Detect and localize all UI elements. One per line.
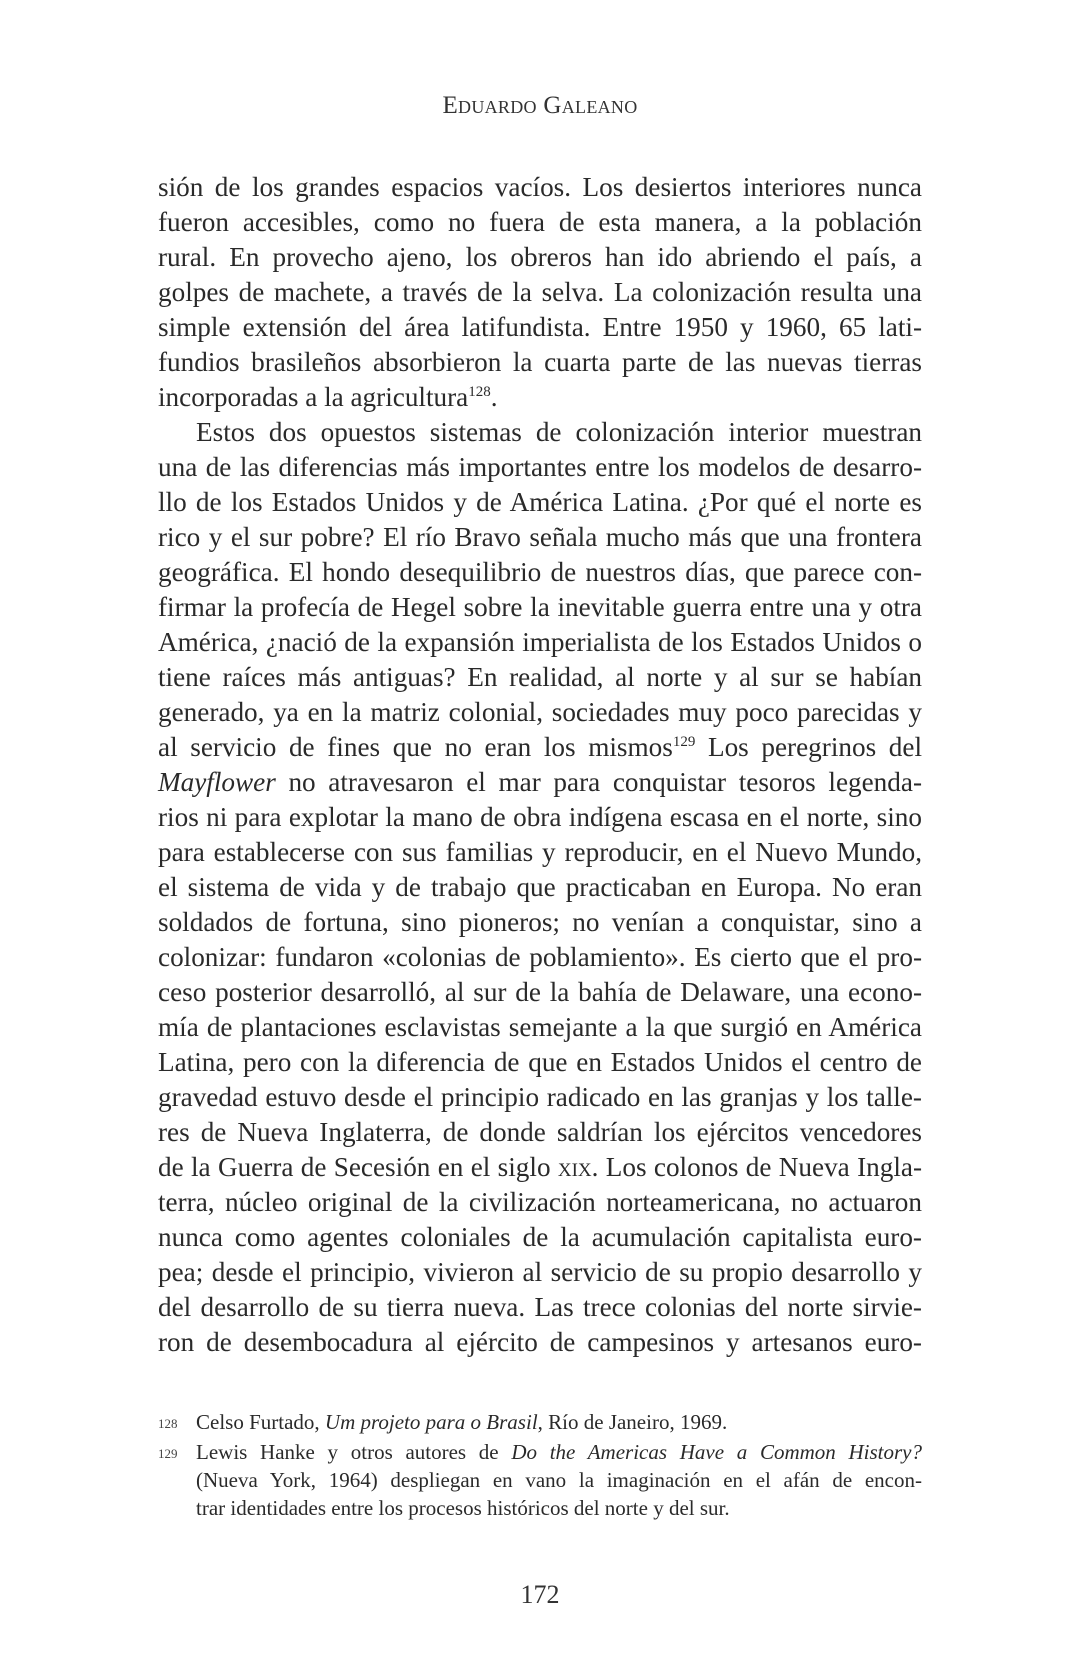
text-line bbox=[158, 765, 922, 800]
roman-numeral: xix bbox=[557, 1152, 592, 1182]
footnote-129 bbox=[158, 1438, 922, 1522]
footnote-line: trar identidades entre los procesos históricos del norte y del sur. bbox=[196, 1496, 730, 1520]
text-line: colonizar: fundaron «colonias de poblamiento». Es cierto que el pro- bbox=[158, 942, 922, 972]
footnote-ref-128[interactable]: 128 bbox=[468, 384, 491, 400]
text-line: mía de plantaciones esclavistas semejante a la que surgió en América bbox=[158, 1012, 922, 1042]
text-span: , Río de Janeiro, 1969. bbox=[537, 1410, 728, 1434]
footnote-text bbox=[196, 1438, 922, 1522]
text-span: de la Guerra de Secesión en el siglo bbox=[158, 1152, 558, 1182]
footnote-line bbox=[196, 1408, 922, 1436]
text-span: . bbox=[490, 382, 498, 412]
footnotes bbox=[158, 1408, 922, 1522]
footnote-ref-129[interactable]: 129 bbox=[672, 734, 696, 750]
text-line: ceso posterior desarrolló, al sur de la bahía de Delaware, una econo- bbox=[158, 977, 922, 1007]
text-line: rico y el sur pobre? El río Bravo señala mucho más que una frontera bbox=[158, 522, 922, 552]
text-line: del desarrollo de su tierra nueva. Las trece colonias del norte sirvie- bbox=[158, 1292, 922, 1322]
text-span: . Los colonos de Nueva Ingla- bbox=[591, 1152, 923, 1182]
page-number: 172 bbox=[520, 1580, 560, 1609]
text-line: ron de desembocadura al ejército de campesinos y artesanos euro- bbox=[158, 1327, 922, 1357]
text-line: rural. En provecho ajeno, los obreros han ido abriendo el país, a bbox=[158, 242, 922, 272]
text-line: nunca como agentes coloniales de la acumulación capitalista euro- bbox=[158, 1222, 922, 1252]
text-span: no atravesaron el mar para conquistar tesoros legenda- bbox=[275, 767, 922, 797]
footnote-number: 129 bbox=[158, 1446, 178, 1461]
text-line bbox=[158, 730, 922, 765]
text-line: pea; desde el principio, vivieron al servicio de su propio desarrollo y bbox=[158, 1257, 922, 1287]
footnote-line: (Nueva York, 1964) despliegan en vano la imaginación en el afán de encon- bbox=[196, 1468, 922, 1492]
text-line: una de las diferencias más importantes entre los modelos de desarro- bbox=[158, 452, 922, 482]
text-line: fueron accesibles, como no fuera de esta manera, a la población bbox=[158, 207, 922, 237]
footnote-number: 128 bbox=[158, 1416, 178, 1431]
text-line: golpes de machete, a través de la selva. La colonización resulta una bbox=[158, 277, 922, 307]
text-line: fundios brasileños absorbieron la cuarta parte de las nuevas tierras bbox=[158, 347, 922, 377]
text-line: terra, núcleo original de la civilización norteamericana, no actuaron bbox=[158, 1187, 922, 1217]
running-head: Eduardo Galeano bbox=[442, 92, 638, 119]
text-span: incorporadas a la agricultura bbox=[158, 382, 469, 412]
text-line: geográfica. El hondo desequilibrio de nuestros días, que parece con- bbox=[158, 557, 922, 587]
text-line bbox=[158, 380, 922, 415]
text-span: al servicio de fines que no eran los mismos bbox=[158, 732, 673, 762]
text-line bbox=[158, 1150, 922, 1185]
footnote-line bbox=[196, 1438, 922, 1466]
text-line: llo de los Estados Unidos y de América Latina. ¿Por qué el norte es bbox=[158, 487, 922, 517]
text-line: soldados de fortuna, sino pioneros; no venían a conquistar, sino a bbox=[158, 907, 922, 937]
text-line: el sistema de vida y de trabajo que practicaban en Europa. No eran bbox=[158, 872, 922, 902]
text-line: América, ¿nació de la expansión imperialista de los Estados Unidos o bbox=[158, 627, 922, 657]
text-span: Lewis Hanke y otros autores de bbox=[196, 1440, 512, 1464]
footnote-text bbox=[196, 1408, 922, 1438]
text-line: Latina, pero con la diferencia de que en Estados Unidos el centro de bbox=[158, 1047, 922, 1077]
text-span: Los peregrinos del bbox=[695, 732, 922, 762]
text-line: res de Nueva Inglaterra, de donde saldrían los ejércitos vencedores bbox=[158, 1117, 922, 1147]
ship-name: Mayflower bbox=[158, 767, 276, 797]
text-line: gravedad estuvo desde el principio radicado en las granjas y los talle- bbox=[158, 1082, 922, 1112]
book-title: Um projeto para o Brasil bbox=[324, 1410, 538, 1434]
text-line: tiene raíces más antiguas? En realidad, al norte y al sur se habían bbox=[158, 662, 922, 692]
text-line: rios ni para explotar la mano de obra indígena escasa en el norte, sino bbox=[158, 802, 922, 832]
text-line: sión de los grandes espacios vacíos. Los desiertos interiores nunca bbox=[158, 172, 922, 202]
text-line: Estos dos opuestos sistemas de colonización interior muestran bbox=[196, 417, 922, 447]
text-line: simple extensión del área latifundista. Entre 1950 y 1960, 65 lati- bbox=[158, 312, 922, 342]
book-title: Do the Americas Have a Common History? bbox=[511, 1440, 922, 1464]
text-line: firmar la profecía de Hegel sobre la inevitable guerra entre una y otra bbox=[158, 592, 922, 622]
text-span: Celso Furtado, bbox=[196, 1410, 325, 1434]
body-text bbox=[158, 170, 922, 1360]
footnote-128 bbox=[158, 1408, 922, 1438]
text-line: generado, ya en la matriz colonial, sociedades muy poco parecidas y bbox=[158, 697, 922, 727]
text-line: para establecerse con sus familias y reproducir, en el Nuevo Mundo, bbox=[158, 837, 922, 867]
